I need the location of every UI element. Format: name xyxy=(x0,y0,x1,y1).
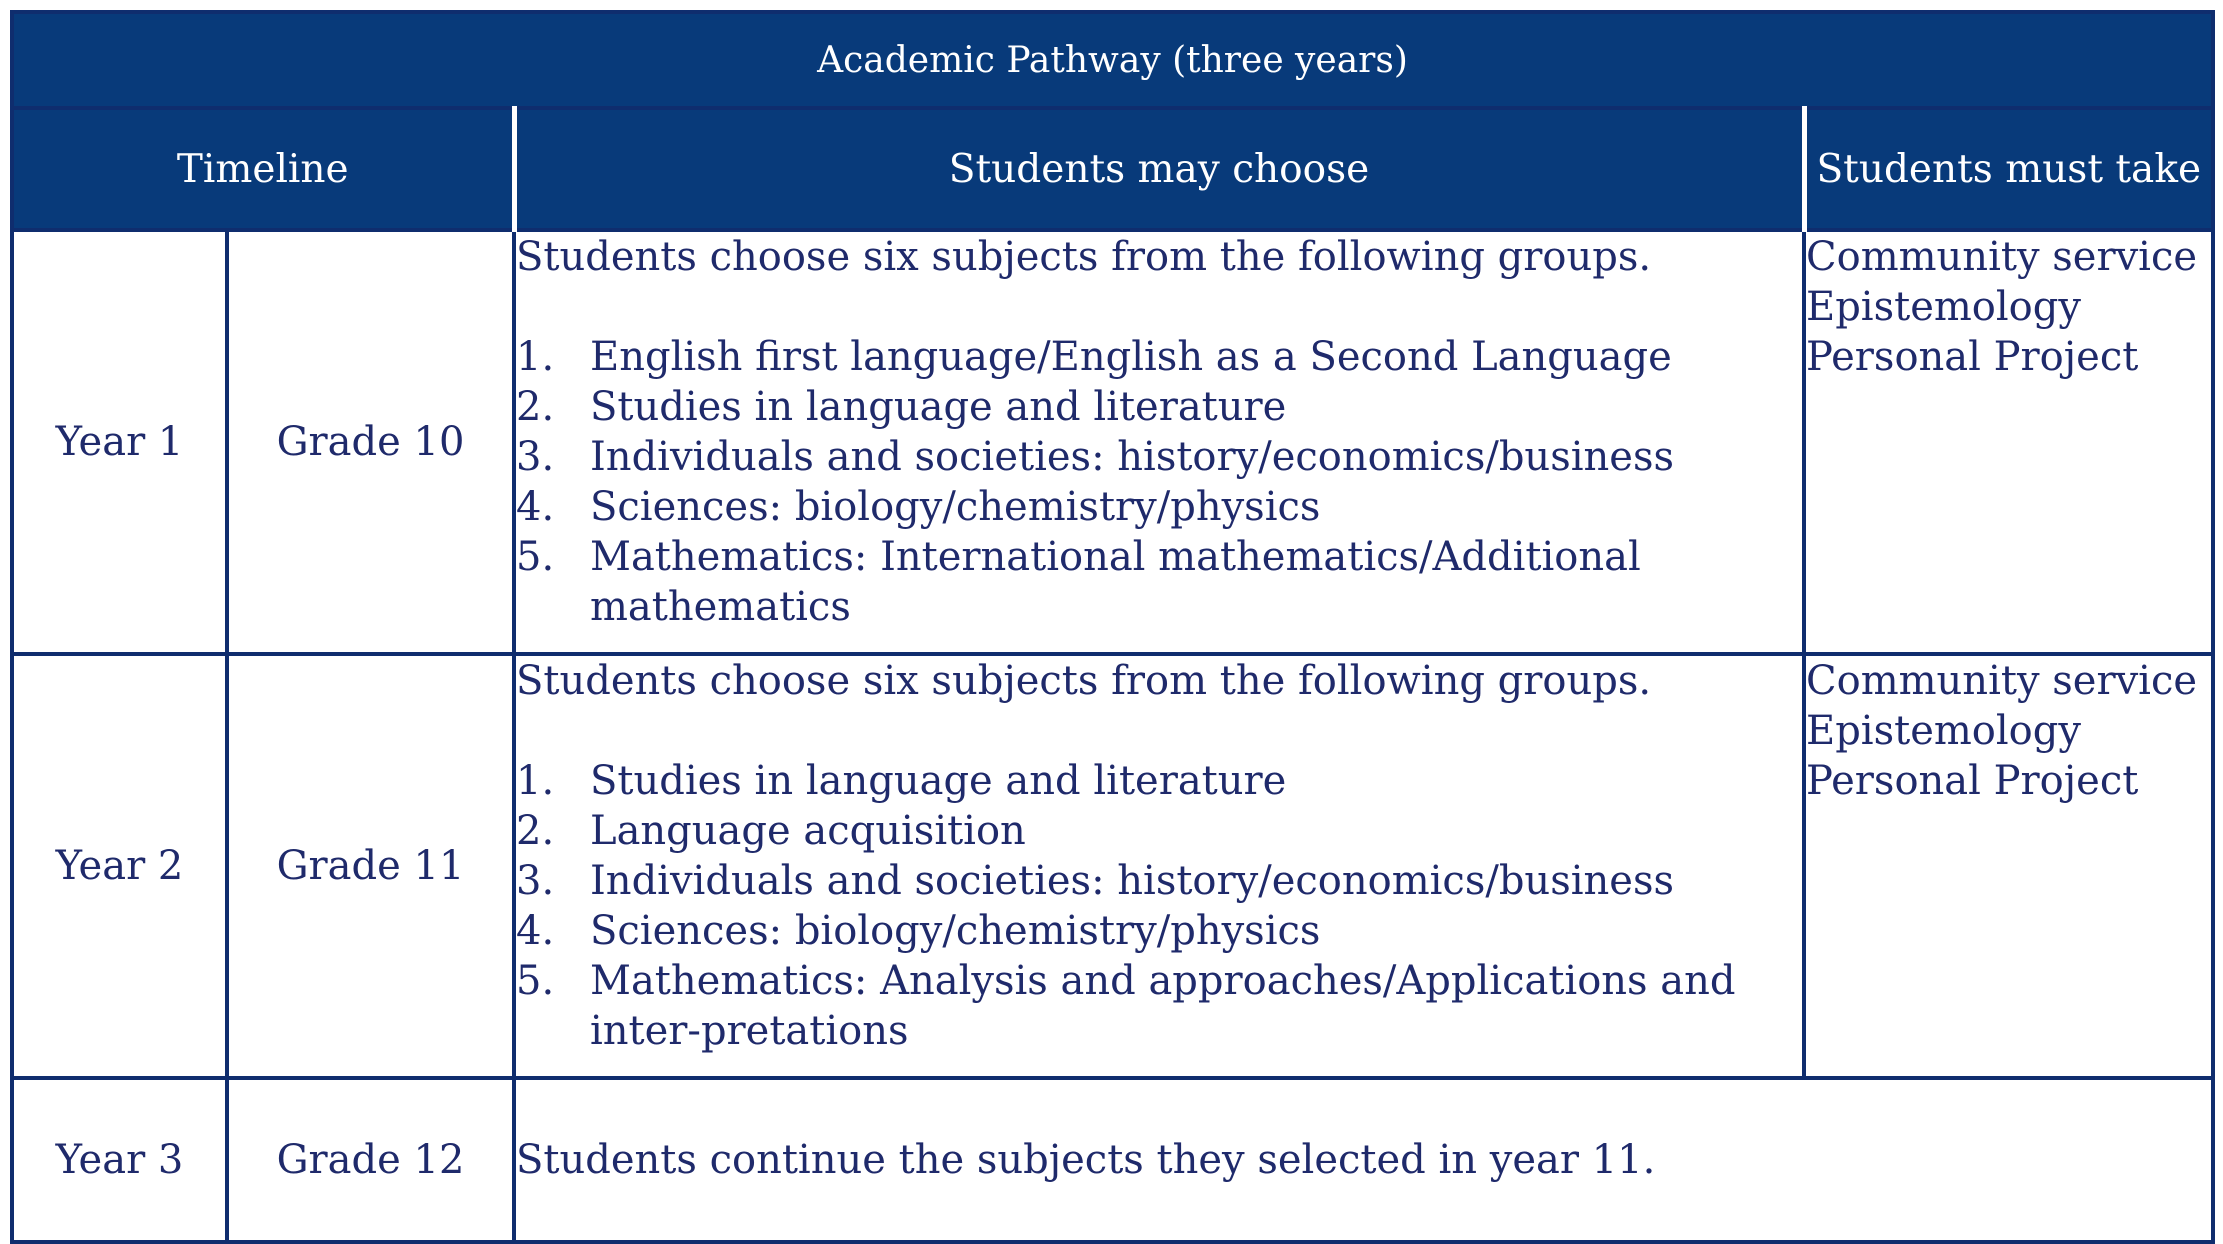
subjects-intro: Students choose six subjects from the following groups. xyxy=(516,234,1652,280)
subjects-cell xyxy=(514,654,1804,1078)
year-cell: Year 2 xyxy=(12,654,227,1078)
year-cell: Year 1 xyxy=(12,230,227,654)
academic-pathway-table xyxy=(10,10,2215,1244)
must-take-item: Personal Project xyxy=(1806,334,2139,380)
list-item xyxy=(516,856,1802,906)
list-text: Individuals and societies: history/economics/business xyxy=(590,858,1675,904)
list-number: 1. xyxy=(516,758,555,804)
list-item xyxy=(516,432,1802,482)
grade-cell: Grade 11 xyxy=(227,654,514,1078)
list-number: 3. xyxy=(516,434,555,480)
must-take-item: Epistemology xyxy=(1806,284,2081,330)
list-number: 5. xyxy=(516,534,555,580)
table-row-year-1 xyxy=(12,230,2213,654)
list-item xyxy=(516,332,1802,382)
list-item xyxy=(516,532,1802,632)
list-item xyxy=(516,382,1802,432)
list-number: 2. xyxy=(516,808,555,854)
header-timeline: Timeline xyxy=(12,108,514,230)
table-row-year-2 xyxy=(12,654,2213,1078)
list-text: Sciences: biology/chemistry/physics xyxy=(590,484,1321,530)
list-item xyxy=(516,482,1802,532)
table-title-row xyxy=(12,12,2213,108)
table-title: Academic Pathway (three years) xyxy=(12,12,2213,108)
must-take-item: Community service xyxy=(1806,234,2198,280)
list-number: 4. xyxy=(516,908,555,954)
subjects-list xyxy=(516,756,1802,1056)
list-text: English first language/English as a Second Language xyxy=(590,334,1672,380)
list-item xyxy=(516,806,1802,856)
must-take-item: Epistemology xyxy=(1806,708,2081,754)
list-text: Language acquisition xyxy=(590,808,1026,854)
list-number: 4. xyxy=(516,484,555,530)
grade-cell: Grade 10 xyxy=(227,230,514,654)
list-text: Studies in language and literature xyxy=(590,384,1287,430)
list-text: Mathematics: International mathematics/Additional mathematics xyxy=(590,534,1641,630)
list-item xyxy=(516,956,1802,1056)
list-text: Mathematics: Analysis and approaches/Applications and inter-pretations xyxy=(590,958,1736,1054)
list-text: Studies in language and literature xyxy=(590,758,1287,804)
list-number: 5. xyxy=(516,958,555,1004)
list-number: 1. xyxy=(516,334,555,380)
subjects-cell xyxy=(514,230,1804,654)
year-cell: Year 3 xyxy=(12,1078,227,1242)
list-number: 3. xyxy=(516,858,555,904)
header-students-may-choose: Students may choose xyxy=(514,108,1804,230)
list-item xyxy=(516,756,1802,806)
must-take-item: Personal Project xyxy=(1806,758,2139,804)
header-students-must-take: Students must take xyxy=(1804,108,2213,230)
must-take-cell xyxy=(1804,654,2213,1078)
list-number: 2. xyxy=(516,384,555,430)
list-text: Sciences: biology/chemistry/physics xyxy=(590,908,1321,954)
table-header-row xyxy=(12,108,2213,230)
list-item xyxy=(516,906,1802,956)
subjects-intro: Students choose six subjects from the following groups. xyxy=(516,658,1652,704)
must-take-item: Community service xyxy=(1806,658,2198,704)
continue-subjects-cell: Students continue the subjects they selected in year 11. xyxy=(514,1078,2213,1242)
subjects-list xyxy=(516,332,1802,632)
grade-cell: Grade 12 xyxy=(227,1078,514,1242)
table-row-year-3 xyxy=(12,1078,2213,1242)
must-take-cell xyxy=(1804,230,2213,654)
academic-pathway-table-container xyxy=(10,10,2211,1242)
list-text: Individuals and societies: history/economics/business xyxy=(590,434,1675,480)
